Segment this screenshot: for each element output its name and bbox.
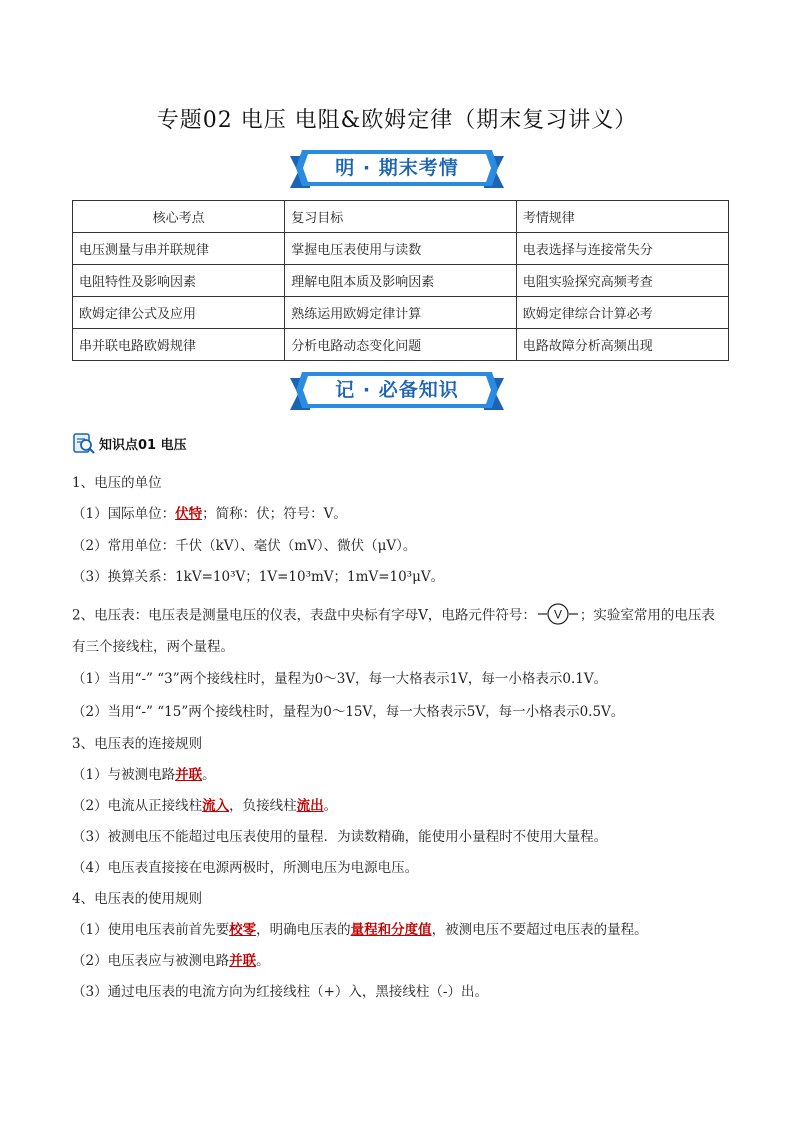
exam-overview-table [72, 200, 729, 361]
text-line: 有三个接线柱，两个量程。 [72, 639, 234, 655]
text: ，明确电压表的 [256, 922, 351, 938]
section-banner-exam [286, 148, 508, 192]
table-cell: 电压测量与串并联规律 [73, 233, 285, 265]
text: 。 [323, 798, 338, 814]
banner-title: 明 · 期末考情 [335, 157, 459, 179]
page-title: 专题02 电压 电阻&欧姆定律（期末复习讲义） [156, 108, 638, 133]
section-heading: 3、电压表的连接规则 [72, 736, 203, 752]
text: ，负接线柱 [229, 798, 297, 814]
text: 。 [202, 767, 216, 783]
table-cell: 电阻实验探究高频考查 [516, 265, 728, 297]
table-cell: 熟练运用欧姆定律计算 [285, 297, 517, 329]
text: ，被测电压不要超过电压表的量程。 [431, 922, 648, 938]
table-cell: 串并联电路欧姆规律 [73, 329, 285, 361]
text-line [72, 949, 270, 969]
voltmeter-symbol-icon [538, 603, 578, 629]
text: ；简称：伏；符号：V。 [202, 506, 347, 522]
table-cell: 电表选择与连接常失分 [516, 233, 728, 265]
text-line: （4）电压表直接接在电源两极时，所测电压为电源电压。 [72, 860, 419, 876]
highlight-text: 校零 [229, 922, 257, 938]
text: （1）与被测电路 [72, 767, 176, 783]
table-header-cell: 考情规律 [516, 201, 728, 233]
highlight-text: 并联 [175, 767, 203, 783]
table-cell: 分析电路动态变化问题 [285, 329, 517, 361]
text-line: （2）常用单位：千伏（kV）、毫伏（mV）、微伏（μV）。 [72, 538, 417, 554]
table-row [73, 297, 729, 329]
text-line: （1）当用“-” “3”两个接线柱时，量程为0～3V，每一大格表示1V，每一小格表示0.1V。 [72, 671, 608, 687]
text-line [72, 918, 648, 938]
table-cell: 欧姆定律综合计算必考 [516, 297, 728, 329]
highlight-text: 流入 [202, 798, 230, 814]
magnifier-book-icon [72, 431, 96, 455]
section-heading: 1、电压的单位 [72, 475, 162, 491]
highlight-text: 量程和分度值 [350, 922, 432, 938]
voltmeter-letter: V [553, 607, 562, 622]
banner-title: 记 · 必备知识 [335, 379, 459, 401]
text-line [72, 763, 216, 783]
highlight-text: 流出 [296, 798, 324, 814]
table-cell: 欧姆定律公式及应用 [73, 297, 285, 329]
table-header-row [73, 201, 729, 233]
table-cell: 理解电阻本质及影响因素 [285, 265, 517, 297]
highlight-text: 并联 [229, 953, 257, 969]
text: 2、电压表：电压表是测量电压的仪表，表盘中央标有字母V，电路元件符号： [72, 607, 536, 624]
knowledge-point-label: 知识点01 电压 [99, 437, 187, 453]
table-row [73, 329, 729, 361]
text: ；实验室常用的电压表 [579, 607, 715, 624]
text: （2）电压表应与被测电路 [72, 953, 230, 969]
text: （1）国际单位： [72, 506, 176, 522]
knowledge-point-heading [72, 430, 187, 456]
text-line: （3）被测电压不能超过电压表使用的量程．为读数精确，能使用小量程时不使用大量程。 [72, 829, 608, 845]
table-cell: 电阻特性及影响因素 [73, 265, 285, 297]
text: （2）电流从正接线柱 [72, 798, 203, 814]
text-line [72, 794, 337, 814]
text-line: （3）通过电压表的电流方向为红接线柱（+）入，黑接线柱（-）出。 [72, 984, 488, 1000]
highlight-text: 伏特 [175, 506, 203, 522]
text-line [72, 502, 347, 522]
table-cell: 电路故障分析高频出现 [516, 329, 728, 361]
text-line [72, 603, 715, 629]
table-header-cell: 核心考点 [73, 201, 285, 233]
table-row [73, 233, 729, 265]
text: 。 [256, 953, 270, 969]
section-heading: 4、电压表的使用规则 [72, 891, 203, 907]
section-banner-knowledge [286, 370, 508, 414]
table-row [73, 265, 729, 297]
table-cell: 掌握电压表使用与读数 [285, 233, 517, 265]
text: （1）使用电压表前首先要 [72, 922, 230, 938]
text-line: （3）换算关系：1kV=10³V；1V=10³mV；1mV=10³μV。 [72, 569, 445, 585]
table-header-cell: 复习目标 [285, 201, 517, 233]
text-line: （2）当用“-” “15”两个接线柱时，量程为0～15V，每一大格表示5V，每一小格表示0.5V。 [72, 704, 625, 720]
